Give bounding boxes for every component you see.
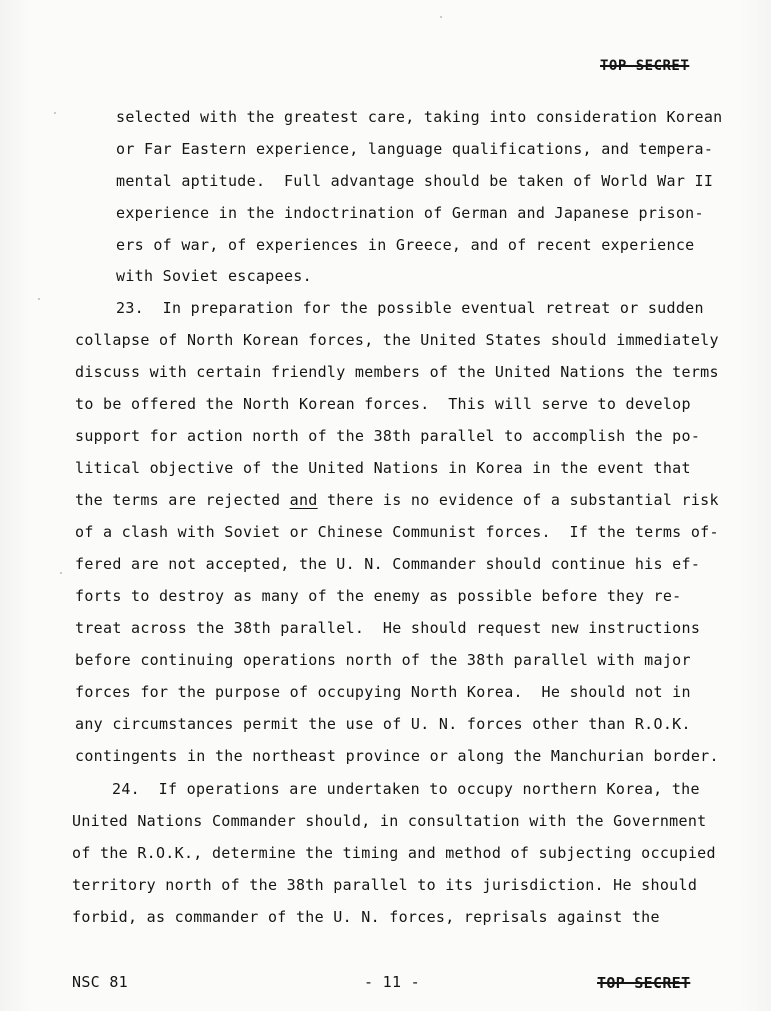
body-line: treat across the 38th parallel. He should request new instructions: [75, 619, 701, 637]
body-line: to be offered the North Korean forces. This will serve to develop: [75, 395, 691, 413]
body-line: fered are not accepted, the U. N. Commander should continue his ef-: [75, 555, 701, 573]
body-line: collapse of North Korean forces, the United States should immediately: [75, 331, 719, 349]
line-segment: the terms are rejected: [75, 491, 290, 509]
body-line: of a clash with Soviet or Chinese Communist forces. If the terms of-: [75, 523, 719, 541]
body-line: forts to destroy as many of the enemy as possible before they re-: [75, 587, 682, 605]
body-line: contingents in the northeast province or along the Manchurian border.: [75, 747, 719, 765]
paper-speck: [440, 16, 442, 18]
body-line: litical objective of the United Nations in Korea in the event that: [75, 459, 691, 477]
footer-classification-stamp: [597, 974, 690, 992]
body-line: forbid, as commander of the U. N. forces, reprisals against the: [72, 908, 660, 926]
header-classification-stamp: [600, 58, 689, 74]
body-line: forces for the purpose of occupying North Korea. He should not in: [75, 683, 691, 701]
line-segment: there is no evidence of a substantial risk: [317, 491, 719, 509]
body-line: or Far Eastern experience, language qualifications, and tempera-: [116, 140, 714, 158]
paper-speck: [54, 112, 56, 114]
body-line: experience in the indoctrination of German and Japanese prison-: [116, 204, 704, 222]
body-line-with-underline: [75, 490, 719, 510]
body-line: discuss with certain friendly members of the United Nations the terms: [75, 363, 719, 381]
body-line: United Nations Commander should, in consultation with the Government: [72, 812, 707, 830]
paragraph-24-start: 24. If operations are undertaken to occupy northern Korea, the: [112, 780, 700, 798]
body-line: support for action north of the 38th parallel to accomplish the po-: [75, 427, 701, 445]
paragraph-23-start: 23. In preparation for the possible eventual retreat or sudden: [116, 299, 704, 317]
body-line: of the R.O.K., determine the timing and method of subjecting occupied: [72, 844, 716, 862]
body-line: any circumstances permit the use of U. N. forces other than R.O.K.: [75, 715, 691, 733]
body-line: before continuing operations north of the 38th parallel with major: [75, 651, 691, 669]
paper-speck: [38, 298, 40, 300]
body-line: with Soviet escapees.: [116, 267, 312, 285]
header-classification: TOP SECRET: [600, 58, 690, 74]
body-line: territory north of the 38th parallel to its jurisdiction. He should: [72, 876, 698, 894]
body-line: ers of war, of experiences in Greece, and of recent experience: [116, 236, 695, 254]
body-line: selected with the greatest care, taking into consideration Korean: [116, 108, 723, 126]
underlined-word: and: [289, 491, 318, 509]
footer-page-number: - 11 -: [364, 973, 420, 991]
footer-document-id: NSC 81: [72, 973, 128, 991]
footer-classification: TOP SECRET: [597, 974, 691, 992]
body-line: mental aptitude. Full advantage should be taken of World War II: [116, 172, 714, 190]
paper-speck: [60, 572, 62, 574]
